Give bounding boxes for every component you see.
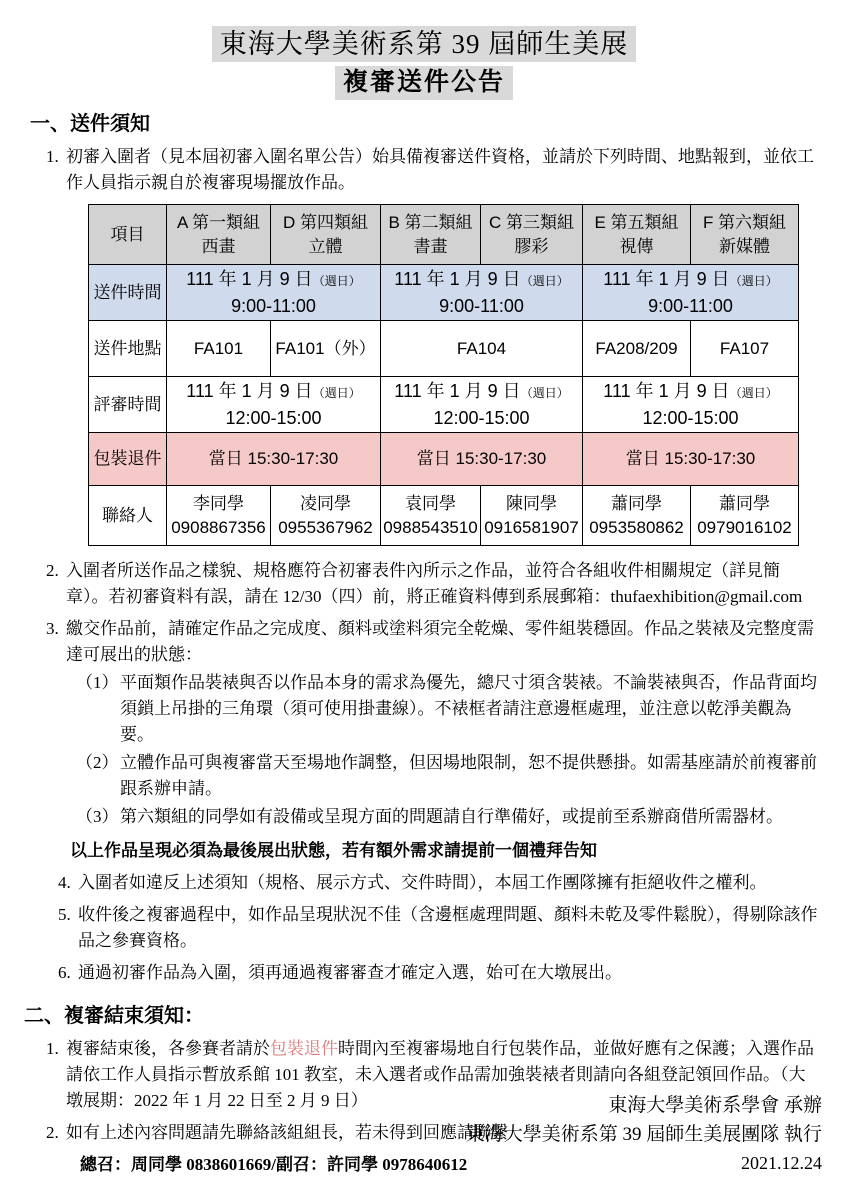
table-header-cell: F 第六類組 新媒體: [691, 205, 799, 265]
packing-return-highlight: 包裝退件: [270, 1039, 338, 1058]
item-number: 1.: [46, 1039, 59, 1058]
item-text: 入圍者如違反上述須知（規格、展示方式、交件時間），本屆工作團隊擁有拒絕收件之權利。: [78, 873, 767, 892]
notice-subitem-1: [76, 670, 848, 748]
item-text: 立體作品可與複審當天至場地作調整，但因場地限制，恕不提供懸掛。如需基座請於前複審前跟系辦申請。: [120, 753, 817, 798]
table-header-cell: D 第四類組 立體: [271, 205, 381, 265]
item-number: （1）: [76, 673, 119, 692]
contact-cell: 蕭同學 0979016102: [691, 486, 799, 546]
item-text: 第六類組的同學如有設備或呈現方面的問題請自行準備好，或提前至系辦商借所需器材。: [120, 807, 783, 826]
item-number: 4.: [58, 873, 71, 892]
section2-heading: 二、複審結束須知：: [24, 1005, 204, 1027]
document-footer: [466, 1091, 822, 1178]
row-label-cell: 送件地點: [89, 321, 167, 377]
page-title-text: 東海大學美術系第 39 屆師生美展: [212, 26, 637, 62]
review-time-cell: 111 年 1 月 9 日（週日） 12:00-15:00: [381, 377, 583, 433]
schedule-table: [88, 204, 799, 546]
packing-return-cell: 當日 15:30-17:30: [381, 433, 583, 486]
item-number: （3）: [76, 807, 119, 826]
submit-place-row: [89, 321, 799, 377]
item-text: 入圍者所送作品之樣貌、規格應符合初審表件內所示之作品，並符合各組收件相關規定（詳見簡章）。若初審資料有誤，請在 12/30（四）前，將正確資料傳到系展郵箱：thufaexhibition@gmail.com: [66, 561, 803, 606]
submit-time-cell: 111 年 1 月 9 日（週日） 9:00-11:00: [381, 265, 583, 321]
document-date: 2021.12.24: [741, 1153, 822, 1173]
item-number: 2.: [46, 1123, 59, 1142]
row-label-cell: 包裝退件: [89, 433, 167, 486]
packing-return-row: [89, 433, 799, 486]
item-text: 複審結束後，各參賽者請於包裝退件時間內至複審場地自行包裝作品，並做好應有之保護；入選作品請依工作人員指示暫放系館 101 教室，未入選者或作品需加強裝裱者則請向各組登記領回作品。（大墩展期：2022 年 1 月 22 日至 2 月 9 日）: [66, 1039, 814, 1110]
table-header-cell: C 第三類組 膠彩: [481, 205, 583, 265]
contact-cell: 李同學 0908867356: [167, 486, 271, 546]
item-text: 初審入圍者（見本屆初審入圍名單公告）始具備複審送件資格，並請於下列時間、地點報到，並依工作人員指示親自於複審現場擺放作品。: [66, 147, 814, 192]
notice-item-2: [46, 558, 848, 610]
contact-cell: 蕭同學 0953580862: [583, 486, 691, 546]
row-label-cell: 評審時間: [89, 377, 167, 433]
submit-place-cell: FA107: [691, 321, 799, 377]
table-corner-cell: 項目: [89, 205, 167, 265]
page-subtitle-text: 複審送件公告: [335, 66, 513, 100]
submit-place-cell: FA208/209: [583, 321, 691, 377]
notice-subitem-3: [76, 804, 848, 830]
table-header-cell: B 第二類組 書畫: [381, 205, 481, 265]
submit-place-cell: FA101: [167, 321, 271, 377]
item-text: 如有上述內容問題請先聯絡該組組長，若未得到回應請聯繫: [66, 1123, 508, 1142]
item-number: （2）: [76, 753, 119, 772]
item-text: 通過初審作品為入圍，須再通過複審審查才確定入選，始可在大墩展出。: [78, 963, 622, 982]
table-header-cell: A 第一類組 西畫: [167, 205, 271, 265]
page-subtitle: [0, 66, 848, 100]
contact-cell: 陳同學 0916581907: [481, 486, 583, 546]
executor-line: 東海大學美術系第 39 屆師生美展團隊 執行: [465, 1124, 822, 1145]
notice-item-5: [58, 902, 848, 954]
review-time-cell: 111 年 1 月 9 日（週日） 12:00-15:00: [167, 377, 381, 433]
organizer-line: 東海大學美術系學會 承辦: [608, 1095, 822, 1116]
notice-subitem-2: [76, 750, 848, 802]
coordinator-contacts: 總召：周同學 0838601669/副召：許同學 0978640612: [80, 1155, 468, 1174]
row-label-cell: 送件時間: [89, 265, 167, 321]
submit-time-cell: 111 年 1 月 9 日（週日） 9:00-11:00: [167, 265, 381, 321]
review-time-row: [89, 377, 799, 433]
item-text: 繳交作品前，請確定作品之完成度、顏料或塗料須完全乾燥、零件組裝穩固。作品之裝裱及完整度需達可展出的狀態：: [66, 619, 814, 664]
section1-heading: 一、送件須知: [30, 113, 150, 135]
final-state-note: 以上作品呈現必須為最後展出狀態，若有額外需求請提前一個禮拜告知: [70, 841, 597, 860]
item-number: 5.: [58, 905, 71, 924]
submit-time-row: [89, 265, 799, 321]
contact-row: [89, 486, 799, 546]
item-number: 1.: [46, 147, 59, 166]
notice-item-3: [46, 616, 848, 668]
contact-cell: 凌同學 0955367962: [271, 486, 381, 546]
notice-item-1: [46, 144, 848, 196]
notice-item-6: [58, 960, 848, 986]
submit-time-cell: 111 年 1 月 9 日（週日） 9:00-11:00: [583, 265, 799, 321]
notice-item-4: [58, 870, 848, 896]
packing-return-cell: 當日 15:30-17:30: [583, 433, 799, 486]
submit-place-cell: FA101（外）: [271, 321, 381, 377]
review-time-cell: 111 年 1 月 9 日（週日） 12:00-15:00: [583, 377, 799, 433]
item-number: 6.: [58, 963, 71, 982]
row-label-cell: 聯絡人: [89, 486, 167, 546]
item-number: 2.: [46, 561, 59, 580]
submit-place-cell: FA104: [381, 321, 583, 377]
page-title: [0, 26, 848, 62]
table-header-cell: E 第五類組 視傳: [583, 205, 691, 265]
table-header-row: [89, 205, 799, 265]
item-text: 平面類作品裝裱與否以作品本身的需求為優先，總尺寸須含裝裱。不論裝裱與否，作品背面均須鎖上吊掛的三角環（須可使用掛畫線）。不裱框者請注意邊框處理，並注意以乾淨美觀為要。: [120, 673, 817, 744]
item-text: 收件後之複審過程中，如作品呈現狀況不佳（含邊框處理問題、顏料未乾及零件鬆脫），得剔除該作品之參賽資格。: [78, 905, 818, 950]
contact-cell: 袁同學 0988543510: [381, 486, 481, 546]
item-number: 3.: [46, 619, 59, 638]
packing-return-cell: 當日 15:30-17:30: [167, 433, 381, 486]
